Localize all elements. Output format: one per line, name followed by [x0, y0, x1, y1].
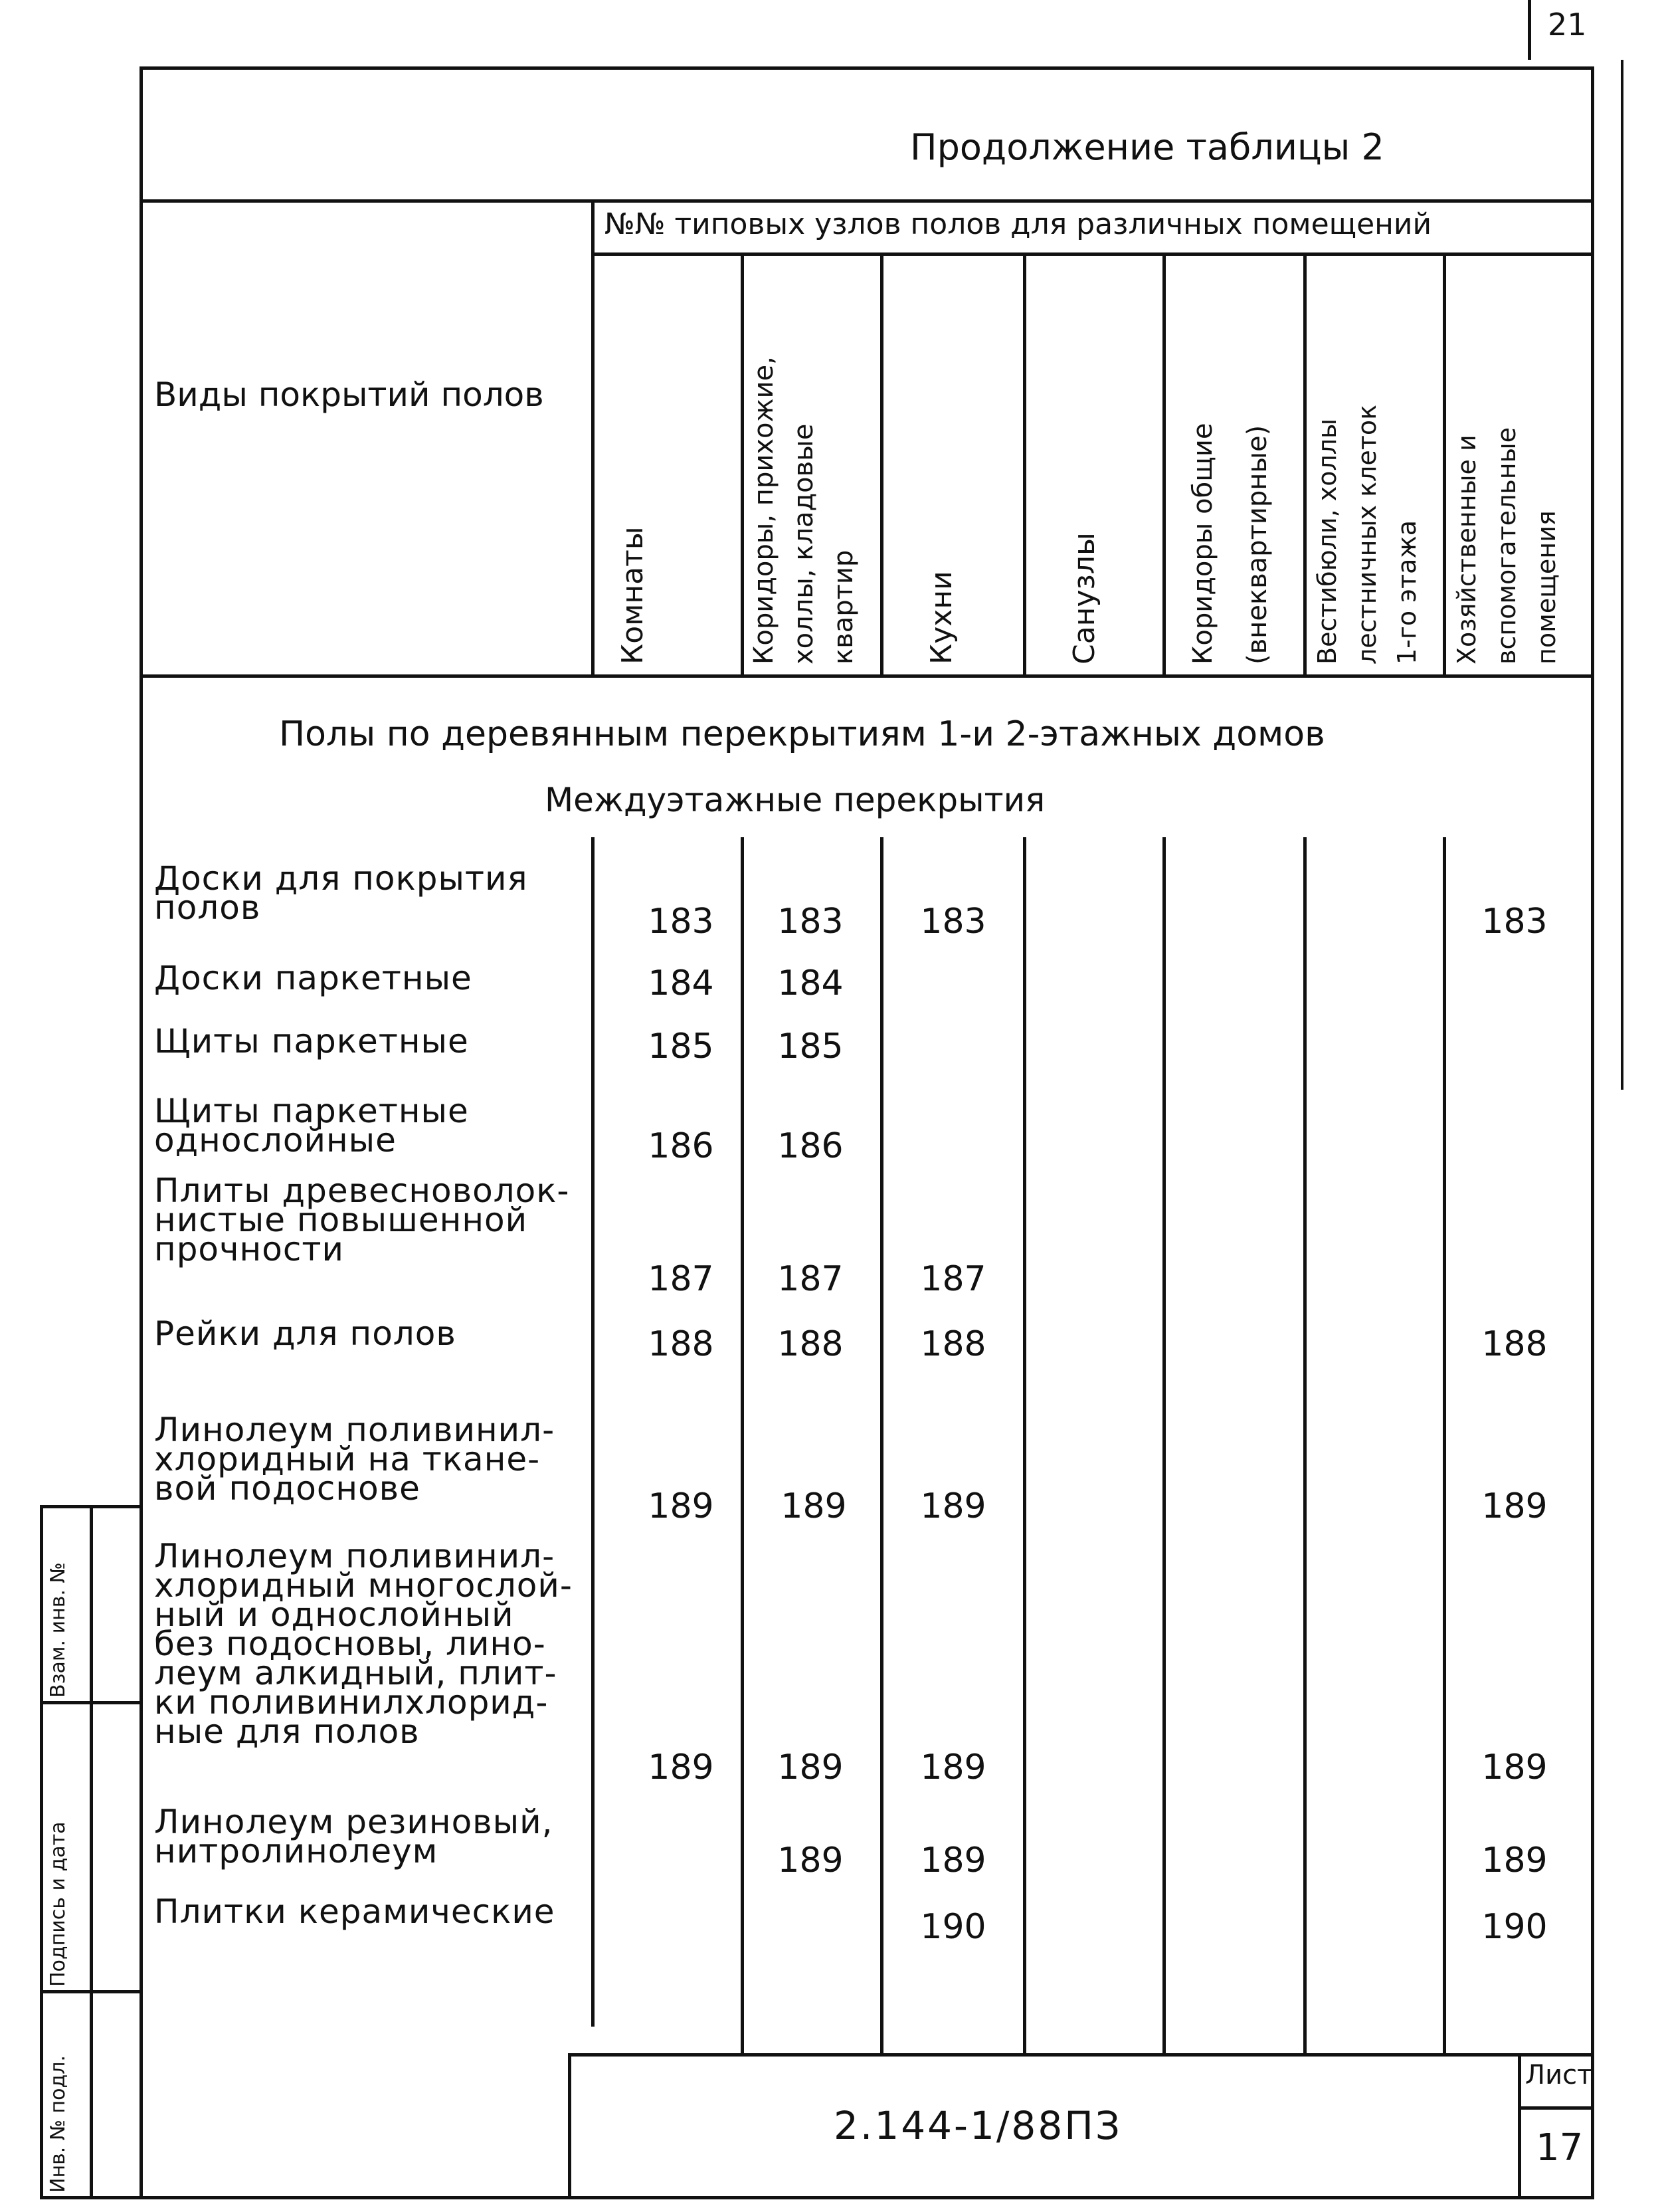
- row-label: Рейки для полов: [154, 1314, 456, 1353]
- title-block-top-line: [568, 2053, 1594, 2057]
- section-title: Полы по деревянным перекрытиям 1-и 2-этажных домов: [279, 714, 1325, 754]
- row-label: Доски паркетные: [154, 959, 472, 997]
- cell-value: 183: [1481, 902, 1548, 942]
- cell-value: 186: [648, 1126, 714, 1166]
- cell-value: 184: [777, 963, 844, 1003]
- header-col-line: [1303, 252, 1307, 678]
- stamp-label-inventory: Инв. № подл.: [46, 2055, 70, 2193]
- body-col-line: [1303, 837, 1307, 2053]
- row-label: Щиты паркетные: [154, 1022, 469, 1060]
- header-col-line: [591, 199, 595, 678]
- stamp-line: [40, 1990, 139, 1993]
- body-col-line: [1023, 837, 1026, 2053]
- cell-value: 185: [648, 1027, 714, 1066]
- right-edge-line: [1621, 60, 1623, 1090]
- cell-value: 188: [920, 1324, 986, 1364]
- cell-value: 184: [648, 963, 714, 1003]
- cell-value: 189: [920, 1841, 986, 1880]
- cell-value: 190: [1481, 1907, 1548, 1947]
- row-label: Линолеум резиновый, нитролинолеум: [154, 1803, 553, 1870]
- column-header-common-corridors: Коридоры общие (внеквартирные): [1188, 423, 1273, 664]
- cell-value: 187: [648, 1259, 714, 1299]
- body-col-line: [1162, 837, 1166, 2053]
- row-label: Линолеум поливинил- хлоридный многослой- ный и однослойный без подосновы, лино- леум алкидный, плит- ки поливинилхлорид- ные для полов: [154, 1537, 573, 1751]
- cell-value: 189: [1481, 1748, 1548, 1787]
- stamp-label-replacement: Взам. инв. №: [46, 1562, 70, 1698]
- document-code: 2.144-1/88ПЗ: [834, 2103, 1123, 2148]
- title-block-sheet-divider: [1518, 2053, 1521, 2199]
- column-header-corridors: Коридоры, прихожие, холлы, кладовые квартир: [749, 356, 859, 664]
- stamp-mid-line: [90, 1505, 93, 2199]
- stamp-line: [40, 2196, 139, 2199]
- row-label: Щиты паркетные однослойные: [154, 1092, 469, 1159]
- cell-value: 187: [920, 1259, 986, 1299]
- cell-value: 189: [648, 1486, 714, 1526]
- stamp-line: [40, 1505, 139, 1508]
- stamp-outer-line: [40, 1505, 43, 2199]
- cell-value: 189: [1481, 1486, 1548, 1526]
- column-header-utility: Хозяйственные и вспомогательные помещения: [1452, 427, 1561, 664]
- row-label: Линолеум поливинил- хлоридный на ткане- вой подоснове: [154, 1411, 555, 1508]
- row-label: Доски для покрытия полов: [154, 859, 528, 927]
- subsection-title: Междуэтажные перекрытия: [545, 781, 1046, 819]
- cell-value: 190: [920, 1907, 986, 1947]
- header-bottom-line: [139, 674, 1594, 678]
- page-corner-number: 21: [1548, 7, 1587, 43]
- cell-value: 189: [777, 1748, 844, 1787]
- cell-value: 185: [777, 1027, 844, 1066]
- column-header-kitchens: Кухни: [925, 571, 959, 664]
- cell-value: 189: [781, 1486, 847, 1526]
- table-title: Продолжение таблицы 2: [910, 126, 1384, 168]
- column-header-vestibules: Вестибюли, холлы лестничных клеток 1-го этажа: [1313, 404, 1422, 664]
- cell-value: 188: [777, 1324, 844, 1364]
- body-col-line: [880, 837, 883, 2053]
- sheet-number: 17: [1536, 2126, 1584, 2169]
- cell-value: 189: [648, 1748, 714, 1787]
- cell-value: 186: [777, 1126, 844, 1166]
- cell-value: 183: [648, 902, 714, 942]
- body-col-line: [1443, 837, 1446, 2053]
- cell-value: 189: [777, 1841, 844, 1880]
- group-head-label: №№ типовых узлов полов для различных помещений: [604, 207, 1432, 241]
- body-col-line: [591, 837, 595, 2027]
- corner-divider: [1528, 0, 1531, 60]
- header-col-line: [1023, 252, 1026, 678]
- cell-value: 189: [920, 1748, 986, 1787]
- cell-value: 189: [920, 1486, 986, 1526]
- stamp-line: [40, 1701, 139, 1704]
- title-block-left-line: [568, 2053, 571, 2199]
- row-label: Плиты древесноволок- нистые повышенной прочности: [154, 1171, 570, 1268]
- row-head-label: Виды покрытий полов: [154, 375, 544, 414]
- cell-value: 188: [648, 1324, 714, 1364]
- header-top-line: [139, 199, 1594, 203]
- cell-value: 187: [777, 1259, 844, 1299]
- body-col-line: [741, 837, 744, 2053]
- sheet-label: Лист: [1525, 2060, 1593, 2090]
- row-label: Плитки керамические: [154, 1892, 555, 1931]
- stamp-label-signature: Подпись и дата: [46, 1821, 70, 1987]
- cell-value: 183: [777, 902, 844, 942]
- cell-value: 189: [1481, 1841, 1548, 1880]
- column-header-rooms: Комнаты: [616, 526, 650, 664]
- title-block-sheet-line: [1518, 2106, 1594, 2110]
- column-header-bathrooms: Санузлы: [1067, 532, 1101, 664]
- header-col-line: [1162, 252, 1166, 678]
- cell-value: 183: [920, 902, 986, 942]
- header-col-line: [880, 252, 883, 678]
- header-col-line: [1443, 252, 1446, 678]
- cell-value: 188: [1481, 1324, 1548, 1364]
